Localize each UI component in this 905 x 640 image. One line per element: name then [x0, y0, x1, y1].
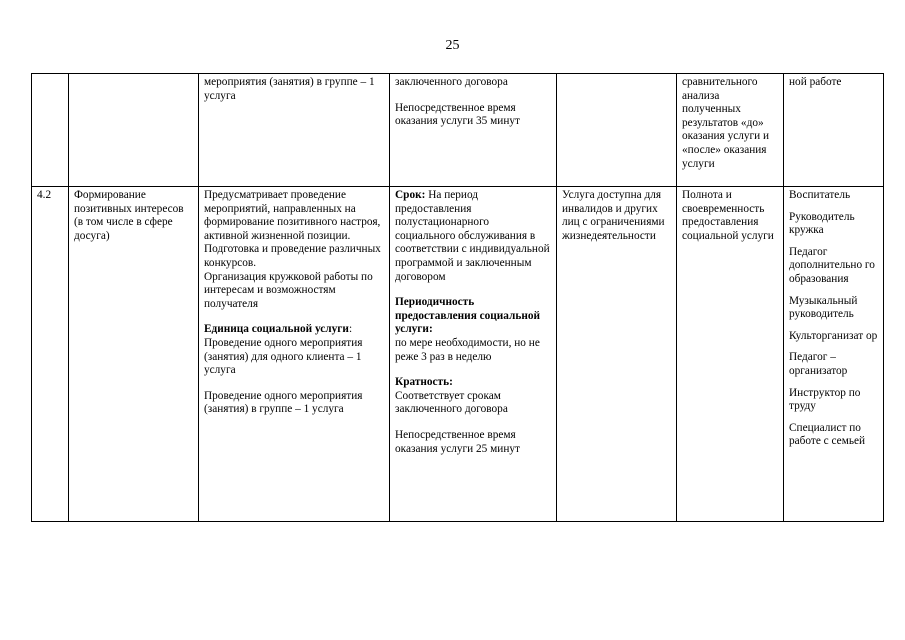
staff-item: Руководитель кружка	[789, 210, 855, 237]
period-text: по мере необходимости, но не реже 3 раз в неделю	[395, 336, 540, 363]
table-row	[32, 74, 884, 187]
staff-item: Специалист по работе с семьей	[789, 421, 866, 448]
cell-evaluation: Полнота и своевременность предоставления социальной услуги	[677, 187, 784, 522]
cell-staff	[784, 187, 884, 522]
term-label: Срок:	[395, 189, 426, 201]
period-label	[395, 296, 551, 337]
cell-number: 4.2	[32, 187, 69, 522]
services-table	[31, 73, 884, 522]
unit-text: Проведение одного мероприятия (занятия) для одного клиента – 1 услуга	[204, 336, 363, 377]
cell-terms	[390, 74, 557, 187]
cell-conditions: Услуга доступна для инвалидов и других лиц с ограничениями жизнедеятельности	[557, 187, 677, 522]
staff-item: Инструктор по труду	[789, 386, 861, 413]
staff-item: Воспитатель	[789, 189, 851, 201]
page-number: 25	[445, 38, 460, 53]
cell-service-name	[69, 74, 199, 187]
description-paragraph: Проведение одного мероприятия (занятия) в группе – 1 услуга	[204, 389, 363, 416]
cell-evaluation: сравнительного анализа полученных результатов «до» оказания услуги и «после» оказания услуги	[677, 74, 784, 187]
multiplicity-text: Соответствует срокам заключенного договора	[395, 389, 508, 416]
multiplicity-label	[395, 376, 551, 390]
service-time-text: Непосредственное время оказания услуги 35 минут	[395, 101, 520, 128]
staff-item: Педагог дополнительно го образования	[789, 245, 875, 285]
description-text: мероприятия (занятия) в группе – 1 услуга	[204, 76, 375, 102]
unit-paragraph	[204, 323, 384, 337]
cell-description	[199, 74, 390, 187]
staff-item: Педагог – организатор	[789, 351, 848, 377]
description-paragraph: Организация кружковой работы по интересам и возможностям получателя	[204, 270, 373, 310]
cell-staff: ной работе	[784, 74, 884, 187]
service-time-text: Непосредственное время оказания услуги 25 минут	[395, 428, 520, 455]
staff-item: Музыкальный руководитель	[789, 294, 858, 321]
term-text: На период предоставления полустационарного социального обслуживания в соответствии с индивидуальной программой и заключенным договором	[395, 189, 550, 283]
table-row	[32, 187, 884, 522]
cell-number	[32, 74, 69, 187]
period-label-text: Периодичность предоставления социальной услуги:	[395, 296, 541, 336]
multiplicity-label-text: Кратность:	[395, 376, 453, 389]
term-paragraph	[395, 189, 551, 284]
staff-item: Культорганизат ор	[789, 329, 878, 342]
cell-service-name: Формирование позитивных интересов (в том числе в сфере досуга)	[69, 187, 199, 522]
cell-conditions	[557, 74, 677, 187]
unit-colon: :	[348, 323, 353, 336]
cell-terms	[390, 187, 557, 522]
terms-text: заключенного договора	[395, 76, 508, 88]
description-paragraph: Предусматривает проведение мероприятий, направленных на формирование позитивного настроя, активной жизненной позиции. Подготовка и проведение различных конкурсов.	[204, 189, 381, 269]
unit-label: Единица социальной услуги	[204, 323, 349, 336]
cell-description	[199, 187, 390, 522]
